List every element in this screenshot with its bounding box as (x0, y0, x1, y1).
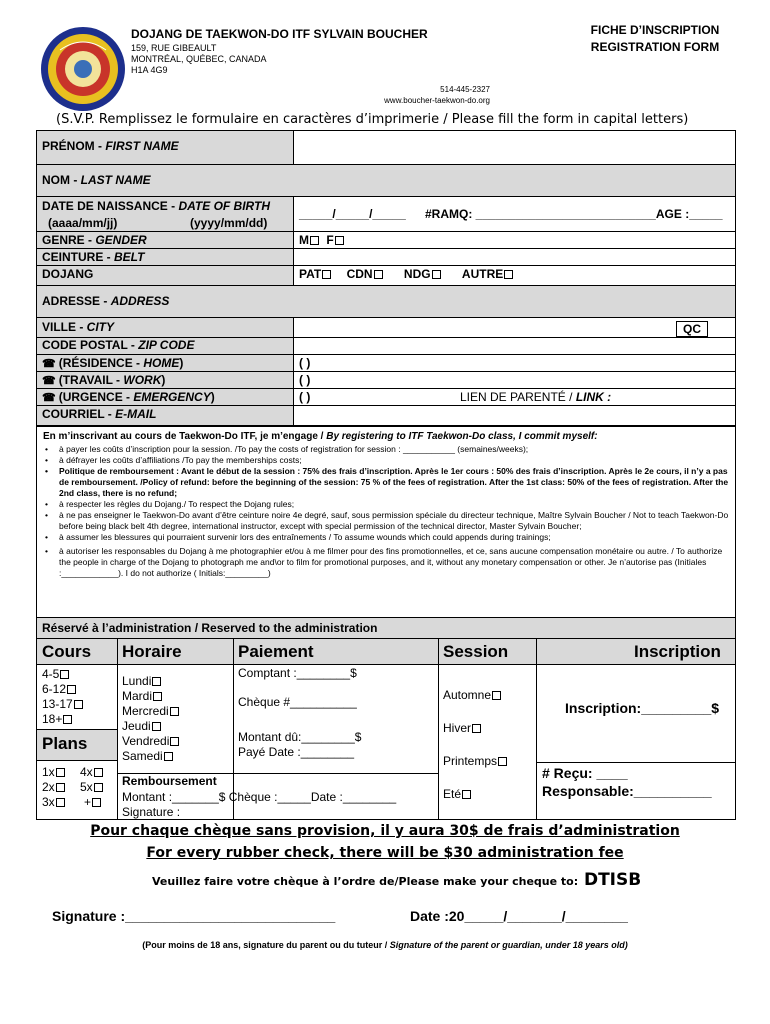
divider (37, 354, 735, 355)
cours-checkbox[interactable] (63, 715, 72, 724)
admin-reserved-bar (36, 618, 736, 639)
divider (37, 265, 735, 266)
first-name-label: PRÉNOM - FIRST NAME (42, 139, 179, 153)
refund-field[interactable]: Montant :_______$ Chèque :_____Date :________ (122, 790, 397, 804)
plans-list-right: 4x 5x + (80, 765, 103, 810)
work-phone-input[interactable]: ( ) (299, 373, 311, 387)
cours-option: 13-17 (42, 697, 83, 712)
club-website: www.boucher-taekwon-do.org (384, 96, 490, 105)
plan-checkbox[interactable] (94, 783, 103, 792)
day-checkbox[interactable] (152, 677, 161, 686)
admin-reserved-label: Réservé à l’administration / Reserved to the administration (42, 621, 378, 635)
day-checkbox[interactable] (170, 737, 179, 746)
nsf-fee-fr: Pour chaque chèque sans provision, il y aura 30$ de frais d’administration (90, 823, 680, 839)
inscription-heading: Inscription (634, 642, 721, 661)
day-checkbox[interactable] (152, 722, 161, 731)
phone-icon: ☎ (42, 375, 56, 387)
dob-input[interactable]: _____/_____/_____ (299, 207, 406, 221)
amount-due-field[interactable]: Montant dû:________$ (238, 730, 362, 744)
sessions-list: Automne Hiver Printemps Eté (443, 679, 507, 811)
cours-checkbox[interactable] (74, 700, 83, 709)
dob-label: DATE DE NAISSANCE - DATE OF BIRTH (42, 199, 271, 213)
nsf-fee-en: For every rubber check, there will be $30 administration fee (146, 845, 624, 861)
cours-heading: Cours (42, 642, 92, 661)
plan-checkbox[interactable] (56, 783, 65, 792)
payable-label: Veuillez faire votre chèque à l’ordre de/Please make your cheque to: (152, 875, 579, 888)
inscription-field[interactable]: Inscription:_________$ (565, 700, 720, 716)
plan-checkbox[interactable] (92, 798, 101, 807)
last-name-row[interactable] (37, 165, 735, 197)
home-phone-label: ☎ (RÉSIDENCE - HOME) (42, 356, 184, 370)
day-checkbox[interactable] (164, 752, 173, 761)
divider (37, 405, 735, 406)
gender-options: M F (299, 233, 344, 247)
day-checkbox[interactable] (153, 692, 162, 701)
cours-option: 4-5 (42, 667, 83, 682)
gender-f-checkbox[interactable] (335, 236, 344, 245)
divider (37, 248, 735, 249)
club-title: DOJANG DE TAEKWON-DO ITF SYLVAIN BOUCHER (131, 27, 428, 41)
divider (536, 762, 735, 763)
refund-heading: Remboursement (122, 774, 217, 788)
city-label: VILLE - CITY (42, 320, 115, 334)
commitment-item: • à autoriser les responsables du Dojang à me photographier et/ou à me filmer pour des fins promotionnelles, et ce, sans aucune compensation monétaire ou autre. / To authorize the people in charge of the Dojang to photograph me and\or to film for promotional purposes, and it, without any monetary compensation or other. Je n’autorise pas (Initiales :____________). I do not authorize ( Initials:_________) (43, 546, 729, 579)
plans-list-left: 1x 2x 3x (42, 765, 65, 810)
cours-checkbox[interactable] (60, 670, 69, 679)
session-checkbox[interactable] (472, 724, 481, 733)
emergency-phone-label: ☎ (URGENCE - EMERGENCY) (42, 390, 215, 404)
date-field[interactable]: Date :20_____/_______/________ (410, 908, 628, 924)
refund-signature[interactable]: Signature : (122, 805, 181, 819)
commitment-item: • à ne pas enseigner le Taekwon-Do avant d’être ceinture noire 4e degré, sauf, sous permission spéciale du directeur technique, Maître Sylvain Boucher / Not to teach Taekwon-Do before being black belt 4th degree, international instructor, except with special permission of the technical director, Master Sylvain Boucher; (43, 510, 729, 532)
phone-icon: ☎ (42, 358, 56, 370)
phone-icon: ☎ (42, 392, 56, 404)
dojang-options: PAT CDN NDG AUTRE (299, 267, 513, 281)
horaire-heading: Horaire (122, 642, 182, 661)
commitment-item: • à respecter les règles du Dojang./ To respect the Dojang rules; (43, 499, 729, 510)
plans-heading: Plans (42, 734, 88, 753)
dob-format-fr: (aaaa/mm/jj) (48, 216, 118, 230)
zip-label: CODE POSTAL - ZIP CODE (42, 338, 195, 352)
cours-option: 6-12 (42, 682, 83, 697)
email-label: COURRIEL - E-MAIL (42, 407, 157, 421)
divider (37, 231, 735, 232)
commitment-list (43, 444, 729, 579)
signature-field[interactable]: Signature :___________________________ (52, 908, 336, 924)
emergency-phone-input[interactable]: ( ) (299, 390, 311, 404)
session-checkbox[interactable] (462, 790, 471, 799)
cours-option: 18+ (42, 712, 83, 727)
commitment-item: • à payer les coûts d’inscription pour la session. /To pay the costs of registration for session : ___________ (semaines/weeks); (43, 444, 729, 455)
dob-format-en: (yyyy/mm/dd) (190, 216, 268, 230)
province-value: QC (676, 321, 708, 337)
club-contact (360, 84, 490, 106)
address-label: ADRESSE - ADDRESS (42, 294, 170, 308)
club-phone: 514-445-2327 (440, 85, 490, 94)
dojang-label: DOJANG (42, 267, 94, 281)
session-checkbox[interactable] (492, 691, 501, 700)
dojang-ndg-checkbox[interactable] (432, 270, 441, 279)
instruction-text: (S.V.P. Remplissez le formulaire en caractères d’imprimerie / Please fill the form in capital letters) (56, 112, 689, 127)
gender-m-checkbox[interactable] (310, 236, 319, 245)
commitment-item: • à défrayer les coûts d’affiliations /To pay the memberships costs; (43, 455, 729, 466)
session-checkbox[interactable] (498, 757, 507, 766)
divider (117, 639, 118, 820)
responsible-field[interactable]: Responsable:__________ (542, 783, 712, 799)
guardian-note: (Pour moins de 18 ans, signature du parent ou du tuteur / Signature of the parent or guardian, under 18 years old) (142, 940, 628, 950)
payable-line (152, 870, 641, 890)
paiement-heading: Paiement (238, 642, 314, 661)
belt-label: CEINTURE - BELT (42, 250, 145, 264)
club-address: 159, RUE GIBEAULT MONTRÉAL, QUÉBEC, CANADA H1A 4G9 (131, 43, 267, 75)
first-name-input[interactable] (294, 131, 735, 165)
cash-field[interactable]: Comptant :________$ (238, 666, 357, 680)
home-phone-input[interactable]: ( ) (299, 356, 311, 370)
last-name-label: NOM - LAST NAME (42, 173, 151, 187)
commitment-item: • à assumer les blessures qui pourraient survenir lors des entraînements / To assume wounds which could appends during trainings; (43, 532, 729, 543)
cheque-field[interactable]: Chèque #__________ (238, 695, 357, 709)
commitment-heading: En m’inscrivant au cours de Taekwon-Do ITF, je m’engage / By registering to ITF Taekwon-Do class, I commit myself: (43, 431, 598, 442)
payable-to: DTISB (583, 870, 642, 890)
plan-checkbox[interactable] (56, 798, 65, 807)
address-row[interactable] (37, 285, 735, 318)
relation-label: LIEN DE PARENTÉ / LINK : (460, 390, 612, 404)
cours-list (42, 667, 83, 727)
club-logo (40, 22, 126, 116)
dojang-cdn-checkbox[interactable] (374, 270, 383, 279)
dojang-autre-checkbox[interactable] (504, 270, 513, 279)
receipt-field[interactable]: # Reçu: ____ (542, 765, 628, 781)
gender-label: GENRE - GENDER (42, 233, 147, 247)
commitment-item: • Politique de remboursement : Avant le début de la session : 75% des frais d’inscription. Après le 1er cours : 50% des frais d’inscription. Après le 2e cours, il n’y a pas de remboursement. /Policy of refund: before the beginning of the session: 75 % of the fees of registration. After the 1st class: 50% of the fees of registration. After the 2nd class, there is no refund; (43, 466, 729, 499)
work-phone-label: ☎ (TRAVAIL - WORK) (42, 373, 166, 387)
form-title (585, 22, 725, 56)
plans-header (37, 729, 117, 761)
session-heading: Session (443, 642, 509, 661)
day-checkbox[interactable] (170, 707, 179, 716)
divider (438, 639, 439, 820)
days-list: Lundi Mardi Mercredi Jeudi Vendredi Samedi (122, 674, 179, 764)
divider (37, 388, 735, 389)
paid-date-field[interactable]: Payé Date :________ (238, 745, 355, 759)
divider (37, 371, 735, 372)
dojang-pat-checkbox[interactable] (322, 270, 331, 279)
plan-checkbox[interactable] (94, 768, 103, 777)
plan-checkbox[interactable] (56, 768, 65, 777)
ramq-age-input[interactable]: #RAMQ: ___________________________AGE :_____ (425, 207, 723, 221)
commitment-section (36, 426, 736, 618)
form-title-fr: FICHE D’INSCRIPTION (590, 23, 720, 37)
divider (536, 639, 537, 820)
form-title-en: REGISTRATION FORM (590, 40, 720, 54)
cours-checkbox[interactable] (67, 685, 76, 694)
first-name-label-cell (37, 131, 294, 165)
